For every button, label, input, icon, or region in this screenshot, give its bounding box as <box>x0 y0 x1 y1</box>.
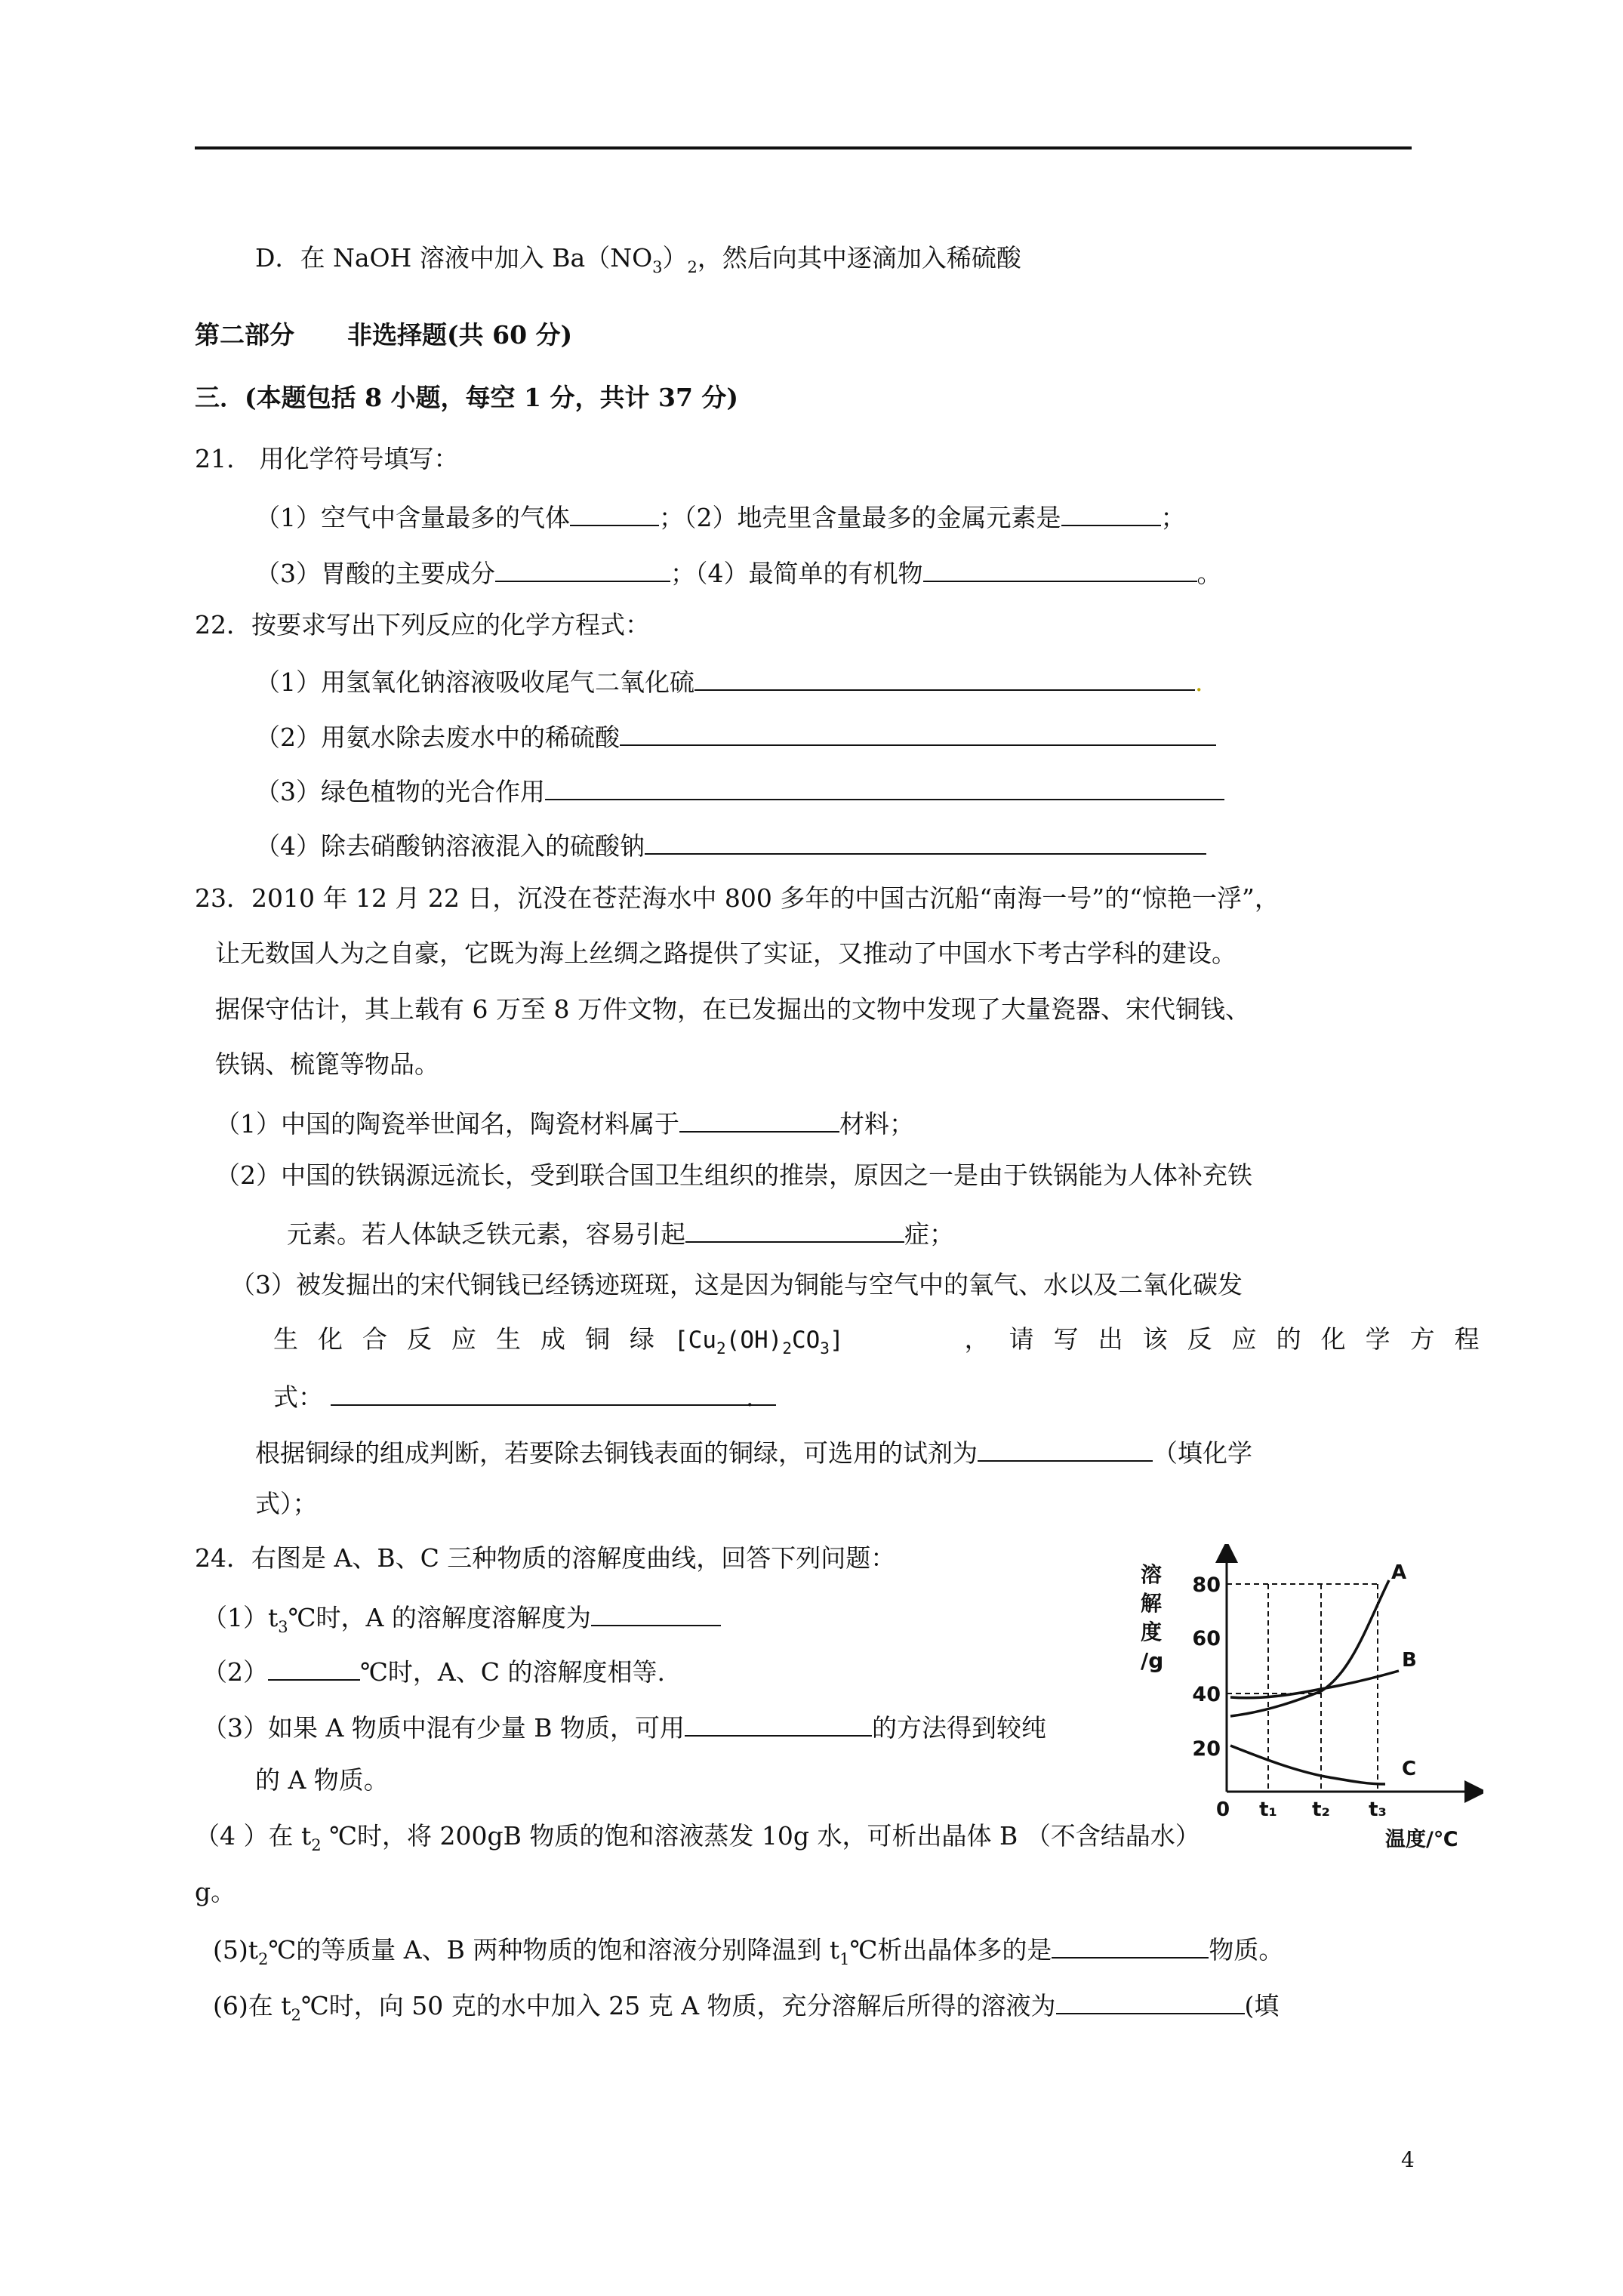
curve-label: B <box>1402 1649 1417 1672</box>
q21-stem: 21. 用化学符号填写： <box>195 444 459 473</box>
answer-blank[interactable] <box>268 1653 360 1681</box>
q24-part5: $(5)t_2℃$的等质量 A、B 两种物质的饱和溶液分别降温到 $t_1℃$析出晶体多的是 物质。 <box>213 1931 1283 1965</box>
curve-label: A <box>1391 1561 1407 1584</box>
x-tick: 0 <box>1215 1798 1230 1821</box>
q23-part2: 元素。若人体缺乏铁元素，容易引起 症； <box>287 1216 954 1250</box>
y-tick: 60 <box>1192 1627 1221 1650</box>
q24-part3: 的 A 物质。 <box>255 1765 389 1795</box>
page-number: 4 <box>1401 2147 1415 2172</box>
curve-label: C <box>1402 1758 1417 1780</box>
q23-text: 让无数国人为之自豪，它既为海上丝绸之路提供了实证，又推动了中国水下考古学科的建设。 <box>215 938 1236 968</box>
answer-blank[interactable] <box>679 1105 839 1133</box>
answer-blank[interactable] <box>685 1216 904 1243</box>
q23-text: 铁锅、梳篦等物品。 <box>215 1049 439 1079</box>
y-label: /g <box>1141 1648 1164 1673</box>
q23-part4: 式）； <box>255 1489 318 1518</box>
y-label: 解 <box>1141 1591 1163 1616</box>
q21-line1: （1）空气中含量最多的气体 ；（2）地壳里含量最多的金属元素是 ； <box>255 499 1186 533</box>
part2-heading: 第二部分 非选择题(共 60 分) <box>195 320 573 350</box>
q23-part2: （2）中国的铁锅源远流长，受到联合国卫生组织的推崇，原因之一是由于铁锅能为人体补充铁 <box>215 1160 1252 1190</box>
q24-stem: 24．右图是 A、B、C 三种物质的溶解度曲线，回答下列问题： <box>195 1543 896 1573</box>
q23-part3: 生化合反应生成铜绿$[Cu_2(OH)_2CO_3]$ ，请写出该反应的化学方程 <box>273 1324 1499 1358</box>
x-label: 温度/℃ <box>1385 1828 1458 1851</box>
answer-blank[interactable] <box>620 719 1216 746</box>
x-tick: t₃ <box>1369 1798 1387 1821</box>
q24-part4: （4 ）在 $t_2$ ℃时，将 200gB 物质的饱和溶液蒸发 10g 水，可析出晶体 B （不含结晶水） <box>195 1821 1200 1854</box>
answer-blank[interactable] <box>570 499 659 526</box>
y-label: 度 <box>1141 1620 1163 1644</box>
q22-item: （4）除去硝酸钠溶液混入的硫酸钠 <box>255 827 1206 861</box>
q23-part4: 根据铜绿的组成判断，若要除去铜钱表面的铜绿，可选用的试剂为 （填化学 <box>255 1435 1252 1469</box>
answer-blank[interactable] <box>545 773 1224 800</box>
q21-line2: （3）胃酸的主要成分 ；（4）最简单的有机物 。 <box>255 555 1222 589</box>
answer-blank[interactable] <box>1052 1931 1209 1959</box>
answer-blank[interactable] <box>1061 499 1161 526</box>
curve-a <box>1230 1580 1389 1716</box>
q23-part3: （3）被发掘出的宋代铜钱已经锈迹斑斑，这是因为铜能与空气中的氧气、水以及二氧化碳发 <box>230 1270 1243 1299</box>
q22-item: （2）用氨水除去废水中的稀硫酸 <box>255 719 1216 753</box>
header-rule <box>195 146 1412 149</box>
q23-part1: （1）中国的陶瓷举世闻名，陶瓷材料属于 材料； <box>215 1105 914 1139</box>
answer-blank[interactable] <box>978 1435 1153 1462</box>
answer-blank[interactable] <box>694 664 1195 691</box>
q24-part2: （2） ℃时，A、C 的溶解度相等. <box>202 1653 665 1687</box>
answer-blank[interactable] <box>331 1379 776 1406</box>
solubility-curve-figure <box>1136 1544 1483 1861</box>
y-label: 溶 <box>1141 1562 1163 1587</box>
guide-lines <box>1227 1584 1378 1792</box>
answer-blank[interactable] <box>495 555 670 582</box>
x-tick: t₂ <box>1312 1798 1330 1821</box>
section3-heading: 三．(本题包括 8 小题，每空 1 分，共计 37 分) <box>195 383 739 412</box>
answer-blank[interactable] <box>923 555 1197 582</box>
q24-part3: （3）如果 A 物质中混有少量 B 物质，可用 的方法得到较纯 <box>202 1709 1046 1743</box>
y-tick: 20 <box>1192 1737 1221 1761</box>
q22-item: （1）用氢氧化钠溶液吸收尾气二氧化硫 . <box>255 664 1203 698</box>
y-tick: 40 <box>1192 1683 1221 1706</box>
answer-blank[interactable] <box>645 827 1206 855</box>
q24-part1: $(1)t_3℃$时，A 的溶解度溶解度为 <box>202 1599 721 1633</box>
q24-part6: (6)在 $t_2℃$时，向 50 克的水中加入 25 克 A 物质，充分溶解后所得的溶液为 (填 <box>213 1987 1279 2021</box>
q23-part3: 式： . <box>273 1379 754 1413</box>
q23-text: 据保守估计，其上载有 6 万至 8 万件文物，在已发掘出的文物中发现了大量瓷器、宋代铜钱、 <box>215 994 1250 1024</box>
q22-item: （3）绿色植物的光合作用 <box>255 773 1224 807</box>
x-tick: t₁ <box>1259 1798 1277 1821</box>
q24-part4: g。 <box>195 1877 236 1906</box>
option-d: D．在 NaOH 溶液中加入 $Ba(NO_3)_2$，然后向其中逐滴加入稀硫酸 <box>255 243 1021 276</box>
q23-text: 23．2010 年 12 月 22 日，沉没在苍茫海水中 800 多年的中国古沉船“南海一号”的“惊艳一浮”， <box>195 883 1280 913</box>
curve-c <box>1230 1746 1385 1784</box>
answer-blank[interactable] <box>685 1709 872 1737</box>
answer-blank[interactable] <box>591 1599 721 1626</box>
answer-blank[interactable] <box>1056 1987 1245 2014</box>
y-tick: 80 <box>1192 1573 1221 1597</box>
q22-stem: 22．按要求写出下列反应的化学方程式： <box>195 610 650 639</box>
